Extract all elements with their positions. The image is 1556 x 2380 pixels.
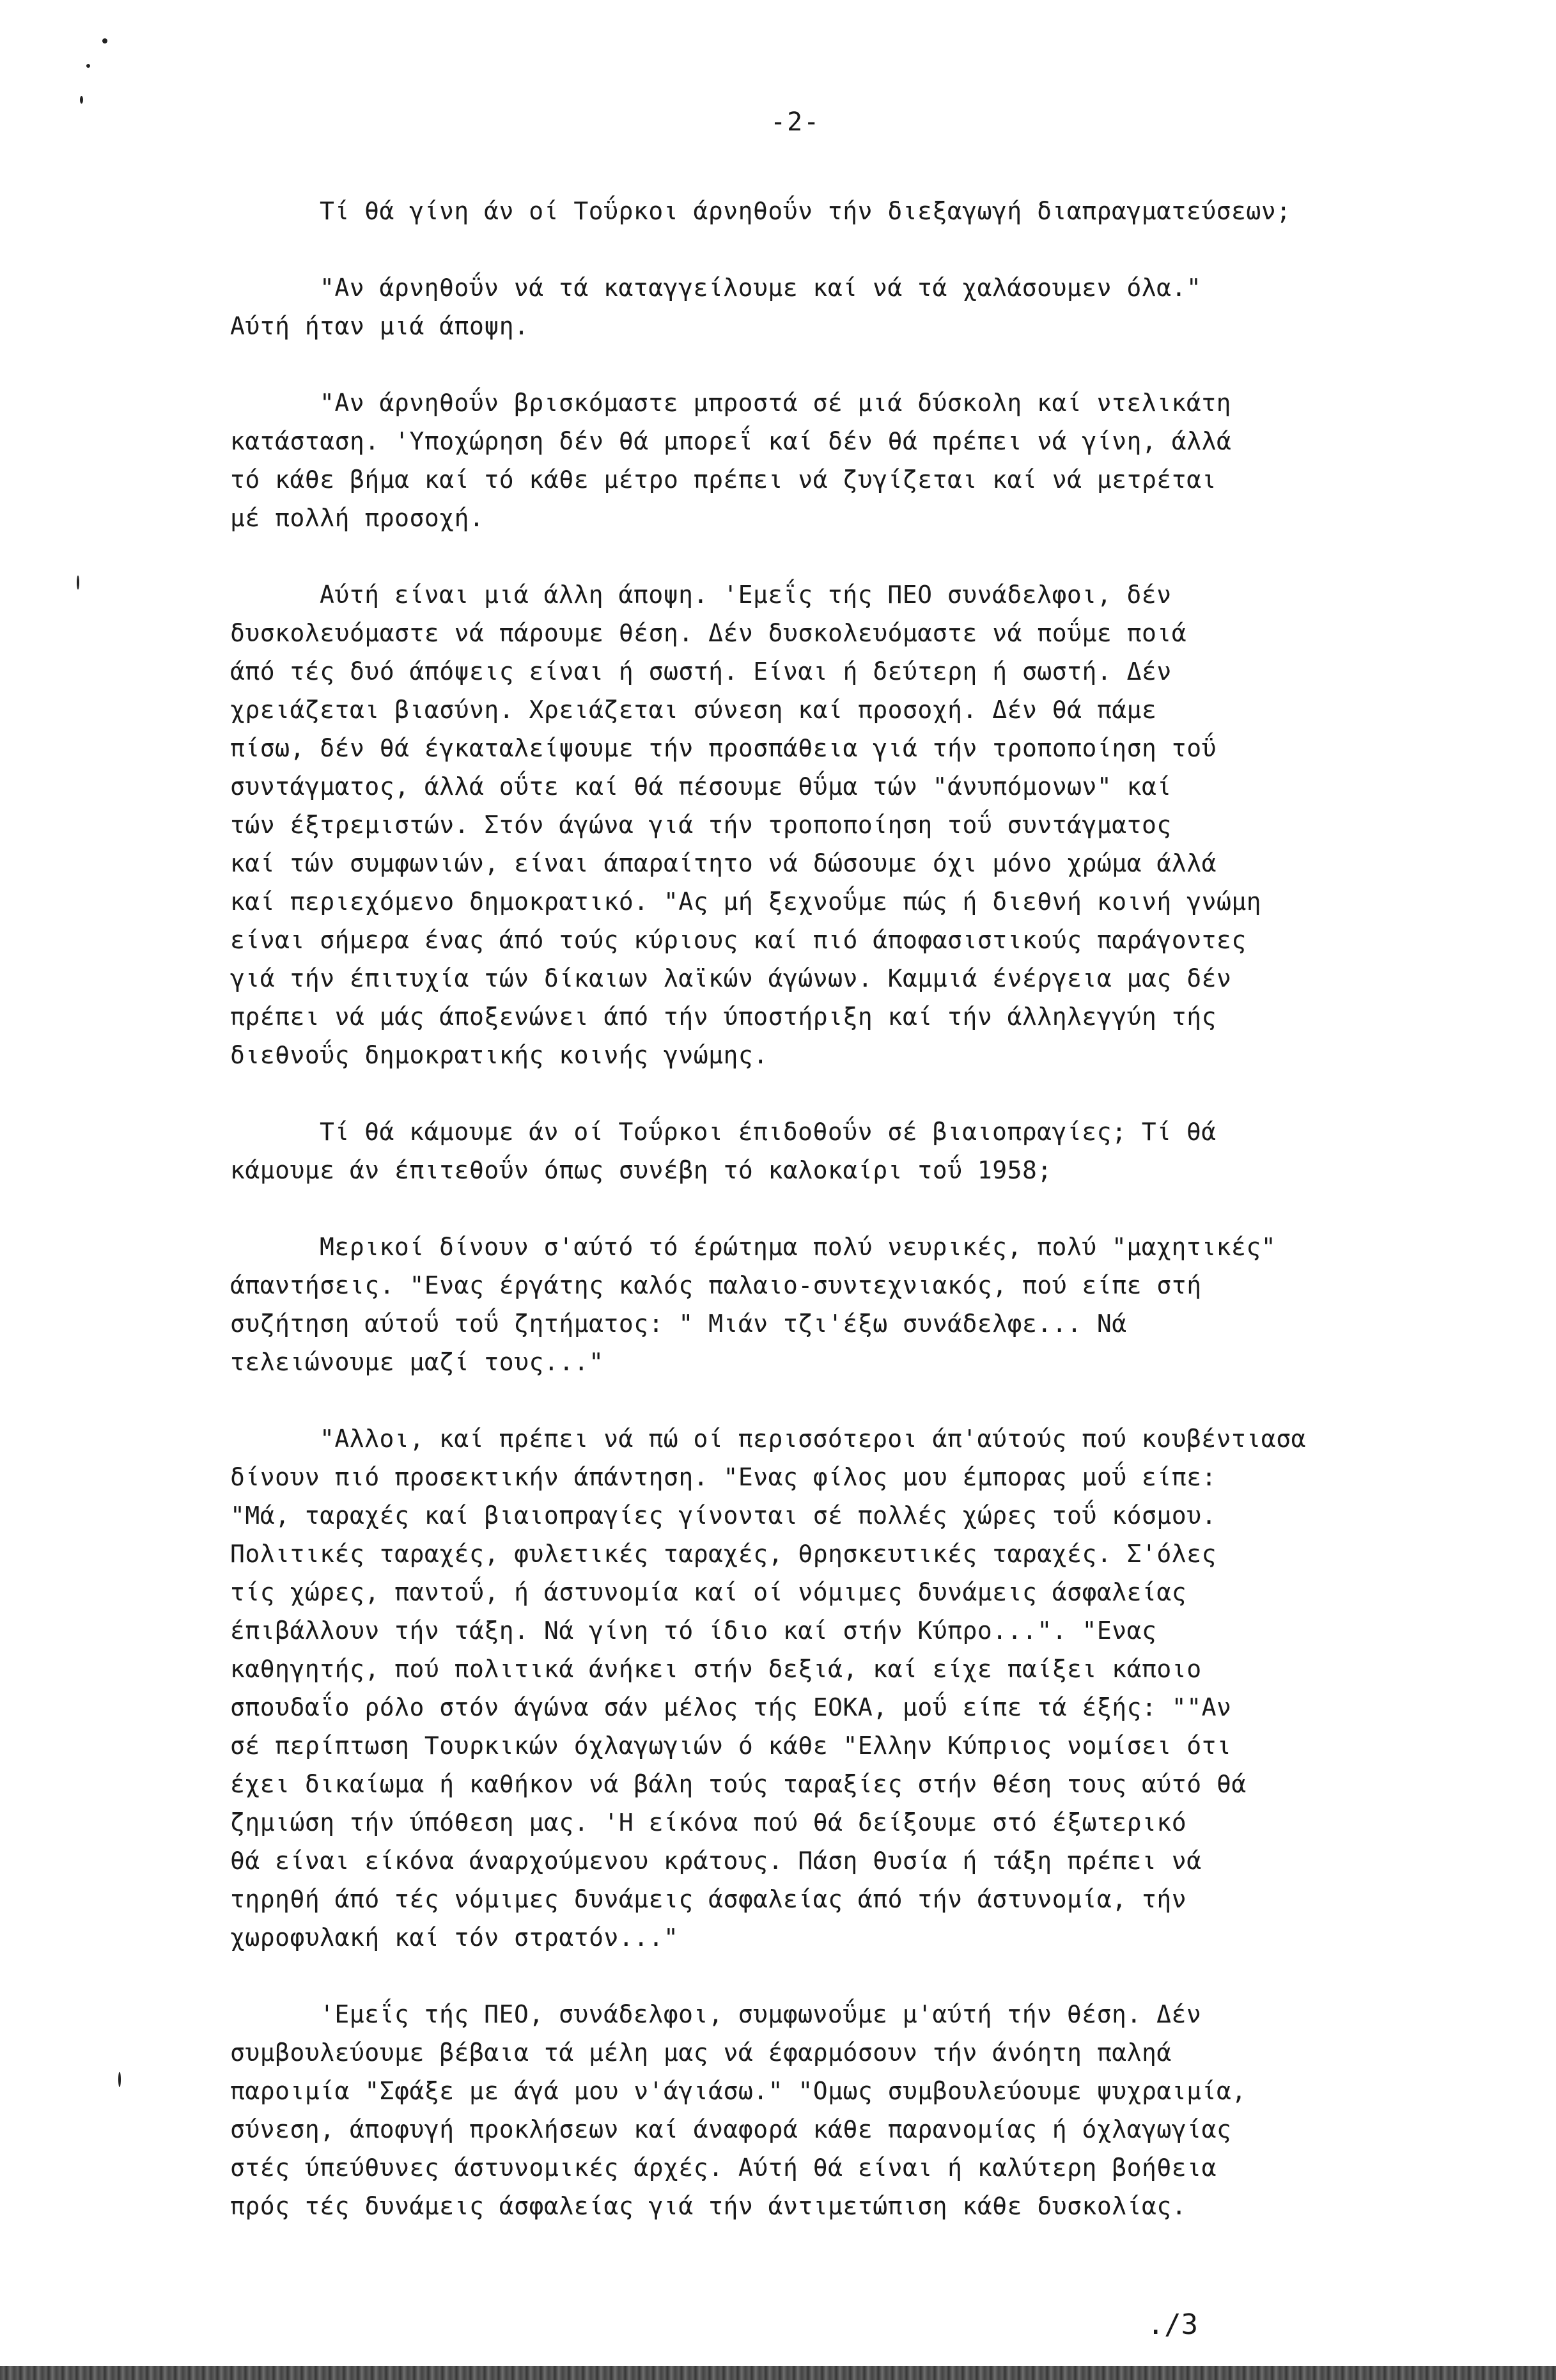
text-line: στές ύπεύθυνες άστυνομικές άρχές. Αύτή θά είναι ή καλύτερη βοήθεια [230, 2154, 1217, 2182]
text-line: δυσκολευόμαστε νά πάρουμε θέση. Δέν δυσκολευόμαστε νά ποΰμε ποιά [230, 619, 1187, 647]
text-line: σύνεση, άποφυγή προκλήσεων καί άναφορά κάθε παρανομίας ή όχλαγωγίας [230, 2115, 1232, 2143]
text-line: καί τών συμφωνιών, είναι άπαραίτητο νά δώσουμε όχι μόνο χρώμα άλλά [230, 849, 1217, 877]
text-line: σπουδαΐο ρόλο στόν άγώνα σάν μέλος τής ΕΟΚΑ, μοΰ είπε τά έξής: ""Αν [230, 1693, 1232, 1721]
text-line: Πολιτικές ταραχές, φυλετικές ταραχές, θρησκευτικές ταραχές. Σ'όλες [230, 1540, 1217, 1568]
paragraph [230, 192, 1445, 230]
scan-speck [77, 575, 79, 590]
text-line: τίς χώρες, παντοΰ, ή άστυνομία καί οί νόμιμες δυνάμεις άσφαλείας [230, 1578, 1187, 1606]
text-line: τών έξτρεμιστών. Στόν άγώνα γιά τήν τροποποίηση τοΰ συντάγματος [230, 811, 1172, 839]
text-line: Μερικοί δίνουν σ'αύτό τό έρώτημα πολύ νευρικές, πολύ "μαχητικές" [320, 1233, 1277, 1261]
text-line: καθηγητής, πού πολιτικά άνήκει στήν δεξιά, καί είχε παίξει κάποιο [230, 1655, 1202, 1683]
text-line: καί περιεχόμενο δημοκρατικό. "Ας μή ξεχνοΰμε πώς ή διεθνή κοινή γνώμη [230, 888, 1262, 916]
paragraph [230, 1228, 1445, 1381]
text-line: χρειάζεται βιασύνη. Χρειάζεται σύνεση καί προσοχή. Δέν θά πάμε [230, 696, 1157, 724]
text-line: διεθνοΰς δημοκρατικής κοινής γνώμης. [230, 1041, 768, 1069]
scan-speck [80, 96, 83, 104]
text-line: συμβουλεύουμε βέβαια τά μέλη μας νά έφαρμόσουν τήν άνόητη παληά [230, 2039, 1172, 2067]
text-line: συζήτηση αύτοΰ τοΰ ζητήματος: " Μιάν τζι'έξω συνάδελφε... Νά [230, 1310, 1127, 1338]
text-line: άπό τές δυό άπόψεις είναι ή σωστή. Είναι ή δεύτερη ή σωστή. Δέν [230, 657, 1172, 685]
text-line: Τί θά κάμουμε άν οί Τοΰρκοι έπιδοθοΰν σέ βιαιοπραγίες; Τί θά [320, 1118, 1217, 1146]
paragraph [230, 575, 1445, 1074]
text-line: "Αλλοι, καί πρέπει νά πώ οί περισσότεροι άπ'αύτούς πού κουβέντιασα [320, 1425, 1306, 1453]
text-line: έπιβάλλουν τήν τάξη. Νά γίνη τό ίδιο καί στήν Κύπρο...". "Ενας [230, 1617, 1157, 1645]
text-line: παροιμία "Σφάξε με άγά μου ν'άγιάσω." "Ομως συμβουλεύουμε ψυχραιμία, [230, 2077, 1247, 2105]
text-line: κατάσταση. 'Υποχώρηση δέν θά μπορεΐ καί δέν θά πρέπει νά γίνη, άλλά [230, 427, 1232, 455]
text-line: κάμουμε άν έπιτεθοΰν όπως συνέβη τό καλοκαίρι τοΰ 1958; [230, 1156, 1052, 1184]
text-line: σέ περίπτωση Τουρκικών όχλαγωγιών ό κάθε "Ελλην Κύπριος νομίσει ότι [230, 1732, 1232, 1760]
paragraph [230, 1995, 1445, 2225]
text-line: "Αν άρνηθοΰν βρισκόμαστε μπροστά σέ μιά δύσκολη καί ντελικάτη [320, 389, 1232, 417]
text-line: δίνουν πιό προσεκτικήν άπάντηση. "Ενας φίλος μου έμπορας μοΰ είπε: [230, 1463, 1217, 1491]
text-line: πρός τές δυνάμεις άσφαλείας γιά τήν άντιμετώπιση κάθε δυσκολίας. [230, 2192, 1187, 2220]
text-line: "Αν άρνηθοΰν νά τά καταγγείλουμε καί νά τά χαλάσουμεν όλα." [320, 274, 1202, 302]
text-line: είναι σήμερα ένας άπό τούς κύριους καί πιό άποφασιστικούς παράγοντες [230, 926, 1247, 954]
text-line: πίσω, δέν θά έγκαταλείψουμε τήν προσπάθεια γιά τήν τροποποίηση τοΰ [230, 734, 1217, 762]
text-line: γιά τήν έπιτυχία τών δίκαιων λαϊκών άγώνων. Καμμιά ένέργεια μας δέν [230, 964, 1232, 992]
scan-edge [0, 2366, 1556, 2380]
page-number: -2- [770, 107, 821, 137]
text-line: τηρηθή άπό τές νόμιμες δυνάμεις άσφαλείας άπό τήν άστυνομία, τήν [230, 1885, 1187, 1913]
paragraph [230, 1420, 1445, 1957]
text-line: έχει δικαίωμα ή καθήκον νά βάλη τούς ταραξίες στήν θέση τους αύτό θά [230, 1770, 1247, 1798]
text-line: συντάγματος, άλλά οΰτε καί θά πέσουμε θΰμα τών "άνυπόμονων" καί [230, 772, 1172, 801]
text-line: πρέπει νά μάς άποξενώνει άπό τήν ύποστήριξη καί τήν άλληλεγγύη τής [230, 1003, 1217, 1031]
text-line: ζημιώση τήν ύπόθεση μας. 'Η είκόνα πού θά δείξουμε στό έξωτερικό [230, 1808, 1187, 1836]
paragraph [230, 384, 1445, 537]
text-line: Αύτή είναι μιά άλλη άποψη. 'Εμεΐς τής ΠΕΟ συνάδελφοι, δέν [320, 581, 1172, 609]
text-line: μέ πολλή προσοχή. [230, 504, 485, 532]
text-line: 'Εμεΐς τής ΠΕΟ, συνάδελφοι, συμφωνοΰμε μ'αύτή τήν θέση. Δέν [320, 2000, 1202, 2028]
scan-speck [102, 38, 107, 43]
text-line: "Μά, ταραχές καί βιαιοπραγίες γίνονται σέ πολλές χώρες τοΰ κόσμου. [230, 1501, 1217, 1530]
paragraph [230, 269, 1445, 345]
text-line: Αύτή ήταν μιά άποψη. [230, 312, 529, 340]
text-line: χωροφυλακή καί τόν στρατόν..." [230, 1923, 679, 1952]
text-line: Τί θά γίνη άν οί Τοΰρκοι άρνηθοΰν τήν διεξαγωγή διαπραγματεύσεων; [320, 197, 1291, 225]
paragraph [230, 1113, 1445, 1189]
scan-speck [86, 64, 90, 68]
text-line: τελειώνουμε μαζί τους..." [230, 1348, 604, 1376]
text-line: άπαντήσεις. "Ενας έργάτης καλός παλαιο-συντεχνιακός, πού είπε στή [230, 1271, 1202, 1299]
scan-speck [118, 2072, 121, 2087]
text-line: θά είναι είκόνα άναρχούμενου κράτους. Πάση θυσία ή τάξη πρέπει νά [230, 1847, 1202, 1875]
continuation-ref: ./3 [1147, 2308, 1198, 2341]
text-line: τό κάθε βήμα καί τό κάθε μέτρο πρέπει νά ζυγίζεται καί νά μετρέται [230, 466, 1217, 494]
body-text [230, 192, 1445, 2264]
